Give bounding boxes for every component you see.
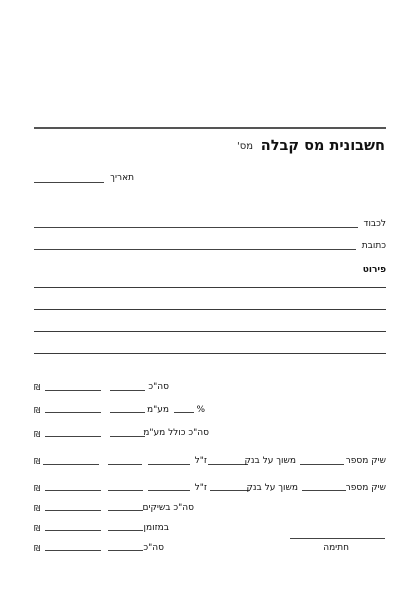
details-label: פירוט xyxy=(362,265,386,275)
cash-label: במזומן xyxy=(143,523,169,533)
cash-amount-field[interactable] xyxy=(45,530,101,531)
total-agorot-field[interactable] xyxy=(110,390,145,391)
currency-icon: ₪ xyxy=(34,457,41,466)
check2-bank-field[interactable] xyxy=(210,490,250,491)
check1-agorot-field[interactable] xyxy=(108,464,142,465)
payment-total-agorot-field[interactable] xyxy=(108,550,143,551)
address-label: כתובת xyxy=(361,241,386,251)
check2-amount-field[interactable] xyxy=(45,490,101,491)
details-line-4[interactable] xyxy=(34,353,386,354)
currency-icon: ₪ xyxy=(34,406,41,415)
check1-branch-label: ז"ל xyxy=(194,456,207,466)
vat-label: מע"מ xyxy=(147,405,169,415)
check1-number-label: שיק מספר xyxy=(345,456,386,466)
form-title: חשבונית מס קבלה xyxy=(260,138,385,154)
currency-icon: ₪ xyxy=(34,524,41,533)
top-rule xyxy=(34,127,386,129)
address-field[interactable] xyxy=(34,249,356,250)
vat-amount-field[interactable] xyxy=(45,412,101,413)
check1-branch-field[interactable] xyxy=(148,464,190,465)
vat-percent-label: % xyxy=(196,405,205,415)
check1-bank-label: משוך על בנק xyxy=(244,456,296,466)
total-incl-vat-amount-field[interactable] xyxy=(45,436,101,437)
check2-branch-label: ז"ל xyxy=(194,483,207,493)
currency-icon: ₪ xyxy=(34,430,41,439)
date-field[interactable] xyxy=(34,182,104,183)
vat-percent-field[interactable] xyxy=(174,412,194,413)
check2-number-field[interactable] xyxy=(302,490,346,491)
check1-number-field[interactable] xyxy=(300,464,344,465)
payment-total-label: סה"כ xyxy=(143,543,164,553)
currency-icon: ₪ xyxy=(34,383,41,392)
vat-agorot-field[interactable] xyxy=(110,412,145,413)
to-label: לכבוד xyxy=(363,219,386,229)
signature-label: חתימה xyxy=(323,543,349,553)
details-line-1[interactable] xyxy=(34,287,386,288)
details-line-3[interactable] xyxy=(34,331,386,332)
check1-amount-field[interactable] xyxy=(43,464,99,465)
check2-bank-label: משוך על בנק xyxy=(246,483,298,493)
total-checks-label: סה"כ בשיקים xyxy=(142,503,194,513)
cash-agorot-field[interactable] xyxy=(108,530,143,531)
details-line-2[interactable] xyxy=(34,309,386,310)
total-incl-vat-label: סה"כ כולל מע"מ xyxy=(143,428,209,438)
total-amount-field[interactable] xyxy=(45,390,101,391)
total-checks-agorot-field[interactable] xyxy=(108,510,143,511)
currency-icon: ₪ xyxy=(34,544,41,553)
currency-icon: ₪ xyxy=(34,504,41,513)
total-checks-amount-field[interactable] xyxy=(45,510,101,511)
number-label: מס' xyxy=(236,141,253,152)
check2-number-label: שיק מספר xyxy=(345,483,386,493)
payment-total-amount-field[interactable] xyxy=(45,550,101,551)
currency-icon: ₪ xyxy=(34,484,41,493)
check2-branch-field[interactable] xyxy=(148,490,190,491)
total-label: סה"כ xyxy=(148,382,169,392)
signature-field[interactable] xyxy=(290,538,385,539)
total-incl-vat-agorot-field[interactable] xyxy=(110,436,145,437)
check1-bank-field[interactable] xyxy=(208,464,248,465)
check2-agorot-field[interactable] xyxy=(108,490,143,491)
date-label: תאריך xyxy=(110,173,134,183)
to-field[interactable] xyxy=(34,227,358,228)
